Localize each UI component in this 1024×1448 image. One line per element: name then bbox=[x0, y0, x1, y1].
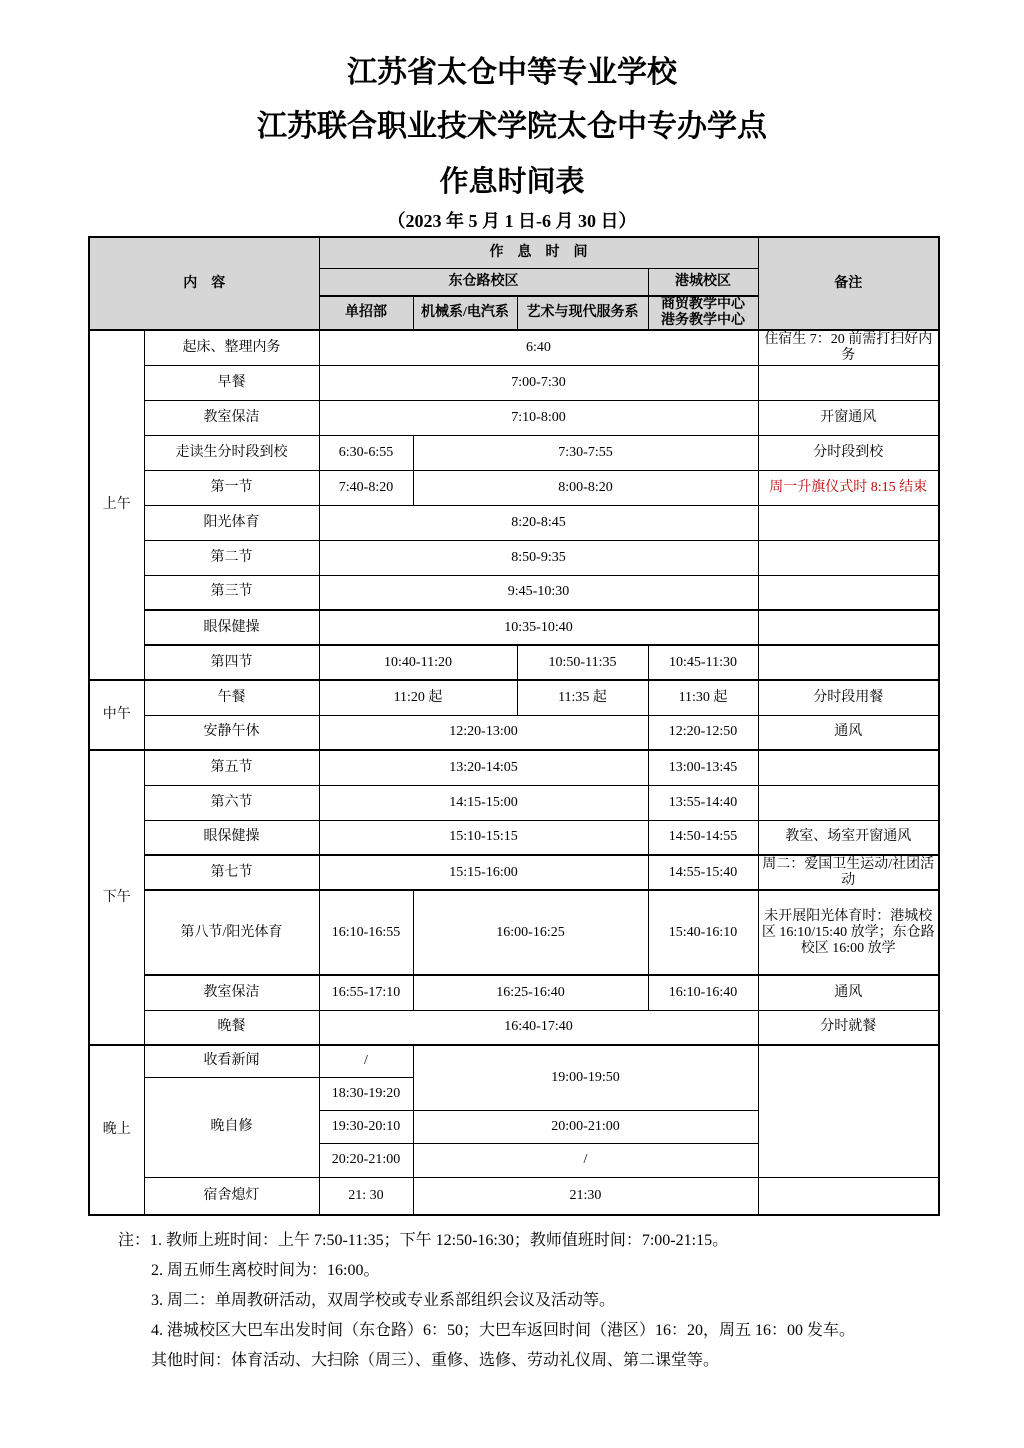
header-campus-gangcheng: 港城校区 bbox=[648, 268, 758, 296]
eye-pm-time-gangcheng: 14:50-14:55 bbox=[648, 820, 758, 855]
cleaning-pm-time-gangcheng: 16:10-16:40 bbox=[648, 975, 758, 1010]
period-afternoon: 下午 bbox=[89, 750, 144, 1045]
header-dept-jixie: 机械系/电汽系 bbox=[413, 296, 517, 330]
period-noon: 中午 bbox=[89, 680, 144, 750]
period8-time-danzhao: 16:10-16:55 bbox=[319, 890, 413, 975]
period2-time: 8:50-9:35 bbox=[319, 540, 758, 575]
lunch-time-yishu: 11:35 起 bbox=[517, 680, 648, 715]
news-study-time-rest: 19:00-19:50 bbox=[413, 1045, 758, 1110]
footnotes bbox=[118, 1226, 1024, 1376]
period5-label: 第五节 bbox=[144, 750, 319, 785]
header-schedule-time: 作 息 时 间 bbox=[319, 237, 758, 268]
note-2: 2. 周五师生离校时间为：16:00。 bbox=[151, 1262, 380, 1280]
day-arrival-time-rest: 7:30-7:55 bbox=[413, 435, 758, 470]
schedule-title: 作息时间表 bbox=[439, 166, 585, 198]
period4-label: 第四节 bbox=[144, 645, 319, 680]
lights-out-time-rest: 21:30 bbox=[413, 1177, 758, 1215]
cleaning-pm-time-danzhao: 16:55-17:10 bbox=[319, 975, 413, 1010]
eye-am-label: 眼保健操 bbox=[144, 610, 319, 645]
evening-study-label: 晚自修 bbox=[144, 1077, 319, 1177]
cleaning-pm-remark: 通风 bbox=[758, 975, 939, 1010]
dept-shangmao: 商贸教学中心 bbox=[661, 297, 745, 312]
cleaning-pm-label: 教室保洁 bbox=[144, 975, 319, 1010]
period6-time-dongcang: 14:15-15:00 bbox=[319, 785, 648, 820]
period8-label: 第八节/阳光体育 bbox=[144, 890, 319, 975]
period7-time-dongcang: 15:15-16:00 bbox=[319, 855, 648, 890]
header-content: 内 容 bbox=[89, 237, 319, 330]
period1-label: 第一节 bbox=[144, 470, 319, 505]
sunshine-am-time: 8:20-8:45 bbox=[319, 505, 758, 540]
period2-label: 第二节 bbox=[144, 540, 319, 575]
header-campus-dongcang: 东仓路校区 bbox=[319, 268, 648, 296]
wake-up-remark: 住宿生 7：20 前需打扫好内务 bbox=[758, 330, 939, 365]
schedule-table bbox=[88, 236, 940, 1216]
eye-pm-time-dongcang: 15:10-15:15 bbox=[319, 820, 648, 855]
header-dept-danzhao: 单招部 bbox=[319, 296, 413, 330]
period2-remark bbox=[758, 540, 939, 575]
period6-remark bbox=[758, 785, 939, 820]
period4-time-gangcheng: 10:45-11:30 bbox=[648, 645, 758, 680]
eye-am-time: 10:35-10:40 bbox=[319, 610, 758, 645]
news-time-danzhao: / bbox=[319, 1045, 413, 1077]
cleaning-pm-time-jixie-yishu: 16:25-16:40 bbox=[413, 975, 648, 1010]
period7-time-gangcheng: 14:55-15:40 bbox=[648, 855, 758, 890]
header-dept-yishu: 艺术与现代服务系 bbox=[517, 296, 648, 330]
college-branch-title: 江苏联合职业技术学院太仓中专办学点 bbox=[257, 110, 767, 143]
note-5: 其他时间：体育活动、大扫除（周三）、重修、选修、劳动礼仪周、第二课堂等。 bbox=[151, 1352, 720, 1370]
evening-study-slot1-danzhao: 18:30-19:20 bbox=[319, 1077, 413, 1110]
note-1-text: 1. 教师上班时间：上午 7:50-11:35；下午 12:50-16:30；教师值班时间：7:00-21:15。 bbox=[150, 1232, 729, 1250]
day-arrival-label: 走读生分时段到校 bbox=[144, 435, 319, 470]
header-remark: 备注 bbox=[758, 237, 939, 330]
lights-out-remark bbox=[758, 1177, 939, 1215]
eye-pm-label: 眼保健操 bbox=[144, 820, 319, 855]
period6-time-gangcheng: 13:55-14:40 bbox=[648, 785, 758, 820]
evening-study-slot2-danzhao: 19:30-20:10 bbox=[319, 1110, 413, 1143]
breakfast-time: 7:00-7:30 bbox=[319, 365, 758, 400]
period7-label: 第七节 bbox=[144, 855, 319, 890]
note-prefix: 注： bbox=[118, 1232, 151, 1250]
day-arrival-time-danzhao: 6:30-6:55 bbox=[319, 435, 413, 470]
dinner-label: 晚餐 bbox=[144, 1010, 319, 1045]
date-range: （2023 年 5 月 1 日-6 月 30 日） bbox=[387, 211, 637, 231]
period5-time-gangcheng: 13:00-13:45 bbox=[648, 750, 758, 785]
period4-remark bbox=[758, 645, 939, 680]
lunch-remark: 分时段用餐 bbox=[758, 680, 939, 715]
dept-gangwu: 港务教学中心 bbox=[661, 313, 745, 329]
news-label: 收看新闻 bbox=[144, 1045, 319, 1077]
breakfast-remark bbox=[758, 365, 939, 400]
period8-remark: 未开展阳光体育时：港城校区 16:10/15:40 放学；东仓路校区 16:00 放学 bbox=[758, 890, 939, 975]
cleaning-am-label: 教室保洁 bbox=[144, 400, 319, 435]
period6-label: 第六节 bbox=[144, 785, 319, 820]
period5-time-dongcang: 13:20-14:05 bbox=[319, 750, 648, 785]
wake-up-label: 起床、整理内务 bbox=[144, 330, 319, 365]
noon-rest-time-gangcheng: 12:20-12:50 bbox=[648, 715, 758, 750]
wake-up-time: 6:40 bbox=[319, 330, 758, 365]
period1-time-rest: 8:00-8:20 bbox=[413, 470, 758, 505]
eye-pm-remark: 教室、场室开窗通风 bbox=[758, 820, 939, 855]
period3-time: 9:45-10:30 bbox=[319, 575, 758, 610]
lunch-time-gangcheng: 11:30 起 bbox=[648, 680, 758, 715]
breakfast-label: 早餐 bbox=[144, 365, 319, 400]
school-name-title: 江苏省太仓中等专业学校 bbox=[347, 56, 677, 89]
period1-remark-flag-ceremony: 周一升旗仪式时 8:15 结束 bbox=[758, 470, 939, 505]
evening-remark bbox=[758, 1045, 939, 1177]
noon-rest-time-dongcang: 12:20-13:00 bbox=[319, 715, 648, 750]
note-3: 3. 周二：单周教研活动，双周学校或专业系部组织会议及活动等。 bbox=[151, 1292, 616, 1310]
lights-out-label: 宿舍熄灯 bbox=[144, 1177, 319, 1215]
note-1 bbox=[118, 1226, 1024, 1256]
day-arrival-remark: 分时段到校 bbox=[758, 435, 939, 470]
eye-am-remark bbox=[758, 610, 939, 645]
period8-time-jixie-yishu: 16:00-16:25 bbox=[413, 890, 648, 975]
noon-rest-label: 安静午休 bbox=[144, 715, 319, 750]
sunshine-am-label: 阳光体育 bbox=[144, 505, 319, 540]
cleaning-am-time: 7:10-8:00 bbox=[319, 400, 758, 435]
cleaning-am-remark: 开窗通风 bbox=[758, 400, 939, 435]
evening-study-slot3-rest: / bbox=[413, 1143, 758, 1177]
noon-rest-remark: 通风 bbox=[758, 715, 939, 750]
dinner-time: 16:40-17:40 bbox=[319, 1010, 758, 1045]
period-evening: 晚上 bbox=[89, 1045, 144, 1215]
dinner-remark: 分时就餐 bbox=[758, 1010, 939, 1045]
evening-study-slot3-danzhao: 20:20-21:00 bbox=[319, 1143, 413, 1177]
period4-time-yishu: 10:50-11:35 bbox=[517, 645, 648, 680]
period5-remark bbox=[758, 750, 939, 785]
sunshine-am-remark bbox=[758, 505, 939, 540]
period3-remark bbox=[758, 575, 939, 610]
header-dept-gangcheng-centers bbox=[648, 296, 758, 330]
lunch-label: 午餐 bbox=[144, 680, 319, 715]
period3-label: 第三节 bbox=[144, 575, 319, 610]
period7-remark: 周二：爱国卫生运动/社团活动 bbox=[758, 855, 939, 890]
period-morning: 上午 bbox=[89, 330, 144, 680]
lunch-time-danzhao-jixie: 11:20 起 bbox=[319, 680, 517, 715]
period4-time-danzhao-jixie: 10:40-11:20 bbox=[319, 645, 517, 680]
title-block bbox=[0, 0, 1024, 231]
period1-time-danzhao: 7:40-8:20 bbox=[319, 470, 413, 505]
evening-study-slot2-rest: 20:00-21:00 bbox=[413, 1110, 758, 1143]
note-4: 4. 港城校区大巴车出发时间（东仓路）6：50；大巴车返回时间（港区）16：20，周五 16：00 发车。 bbox=[151, 1322, 856, 1340]
period8-time-gangcheng: 15:40-16:10 bbox=[648, 890, 758, 975]
lights-out-time-danzhao: 21: 30 bbox=[319, 1177, 413, 1215]
